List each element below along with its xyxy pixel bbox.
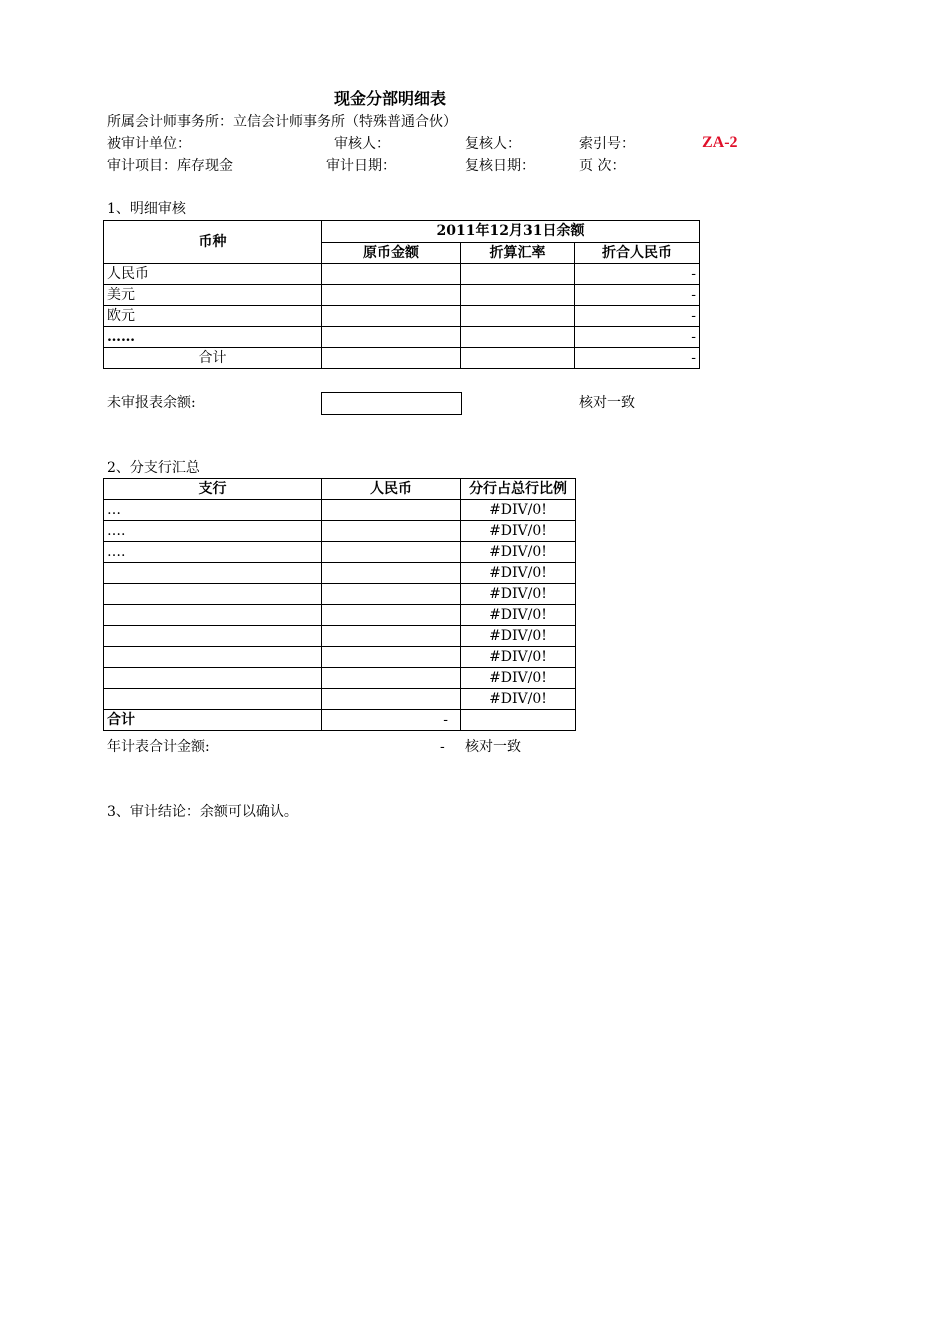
branch-name: …. (104, 542, 322, 563)
branch-name (104, 563, 322, 584)
branch-rmb[interactable] (322, 689, 461, 710)
project-label: 审计项目：库存现金 (107, 158, 233, 174)
table-row (104, 306, 700, 327)
branch-rmb[interactable] (322, 605, 461, 626)
branch-ratio: #DIV/0! (461, 563, 576, 584)
annual-total-value: - (440, 739, 445, 755)
original-amount[interactable] (322, 285, 461, 306)
branch-name (104, 668, 322, 689)
col-rmb-header: 人民币 (322, 479, 461, 500)
table-row (104, 542, 576, 563)
branch-ratio: #DIV/0! (461, 584, 576, 605)
audited-unit-label: 被审计单位： (107, 136, 191, 152)
total-rmb: - (322, 710, 461, 731)
branch-name (104, 689, 322, 710)
col-rmb-header: 折合人民币 (575, 242, 700, 264)
checker-label: 复核人： (465, 136, 521, 152)
branch-rmb[interactable] (322, 500, 461, 521)
branch-rmb[interactable] (322, 542, 461, 563)
branch-name: …. (104, 521, 322, 542)
branch-ratio: #DIV/0! (461, 521, 576, 542)
rmb-amount: - (575, 285, 700, 306)
branch-name: … (104, 500, 322, 521)
col-branch-header: 支行 (104, 479, 322, 500)
total-row (104, 348, 700, 369)
total-ratio (461, 710, 576, 731)
branch-rmb[interactable] (322, 521, 461, 542)
table-row (104, 500, 576, 521)
table-row (104, 647, 576, 668)
col-ratio-header: 分行占总行比例 (461, 479, 576, 500)
table-row (104, 689, 576, 710)
audit-conclusion: 3、审计结论：余额可以确认。 (107, 804, 298, 820)
original-amount[interactable] (322, 306, 461, 327)
table-row (104, 285, 700, 306)
branch-ratio: #DIV/0! (461, 647, 576, 668)
branch-ratio: #DIV/0! (461, 500, 576, 521)
branch-rmb[interactable] (322, 563, 461, 584)
currency-name: 欧元 (104, 306, 322, 327)
total-label: 合计 (104, 710, 322, 731)
branch-ratio: #DIV/0! (461, 689, 576, 710)
table-row (104, 584, 576, 605)
unaudited-label: 未审报表余额: (107, 395, 196, 411)
exchange-rate[interactable] (461, 306, 575, 327)
unaudited-balance-cell[interactable] (321, 392, 462, 415)
col-rate-header: 折算汇率 (461, 242, 575, 264)
exchange-rate[interactable] (461, 285, 575, 306)
section1-heading: 1、明细审核 (107, 201, 186, 217)
firm-line: 所属会计师事务所：立信会计师事务所（特殊普通合伙） (107, 114, 457, 130)
branch-name (104, 626, 322, 647)
currency-name: …… (104, 327, 322, 348)
page-number-label: 页 次： (579, 158, 626, 174)
total-row (104, 710, 576, 731)
audit-date-label: 审计日期： (326, 158, 396, 174)
branch-rmb[interactable] (322, 668, 461, 689)
table-row (104, 563, 576, 584)
total-label: 合计 (104, 348, 322, 369)
index-value: ZA-2 (702, 134, 738, 151)
branch-ratio: #DIV/0! (461, 542, 576, 563)
exchange-rate[interactable] (461, 348, 575, 369)
currency-name: 美元 (104, 285, 322, 306)
table-row (104, 605, 576, 626)
original-amount[interactable] (322, 264, 461, 285)
section2-heading: 2、分支行汇总 (107, 460, 200, 476)
exchange-rate[interactable] (461, 327, 575, 348)
branch-rmb[interactable] (322, 584, 461, 605)
index-label: 索引号： (579, 136, 635, 152)
branch-table (103, 478, 576, 731)
exchange-rate[interactable] (461, 264, 575, 285)
detail-table (103, 220, 700, 369)
rmb-amount: - (575, 327, 700, 348)
page-title: 现金分部明细表 (334, 89, 447, 108)
col-group-header: 2011年12月31日余额 (322, 221, 700, 243)
total-rmb: - (575, 348, 700, 369)
rmb-amount: - (575, 264, 700, 285)
branch-name (104, 584, 322, 605)
branch-ratio: #DIV/0! (461, 668, 576, 689)
branch-rmb[interactable] (322, 647, 461, 668)
annual-total-label: 年计表合计金额: (107, 739, 210, 755)
rmb-amount: - (575, 306, 700, 327)
currency-name: 人民币 (104, 264, 322, 285)
table-row (104, 668, 576, 689)
branch-ratio: #DIV/0! (461, 605, 576, 626)
table-row (104, 264, 700, 285)
branch-name (104, 605, 322, 626)
table-row (104, 626, 576, 647)
table-row (104, 521, 576, 542)
col-original-header: 原币金额 (322, 242, 461, 264)
check-date-label: 复核日期： (465, 158, 535, 174)
branch-ratio: #DIV/0! (461, 626, 576, 647)
original-amount[interactable] (322, 327, 461, 348)
match-text-1: 核对一致 (579, 395, 635, 411)
match-text-2: 核对一致 (465, 739, 521, 755)
reviewer-label: 审核人： (334, 136, 390, 152)
branch-name (104, 647, 322, 668)
original-amount[interactable] (322, 348, 461, 369)
branch-rmb[interactable] (322, 626, 461, 647)
table-row (104, 327, 700, 348)
col-currency-header: 币种 (104, 221, 322, 264)
